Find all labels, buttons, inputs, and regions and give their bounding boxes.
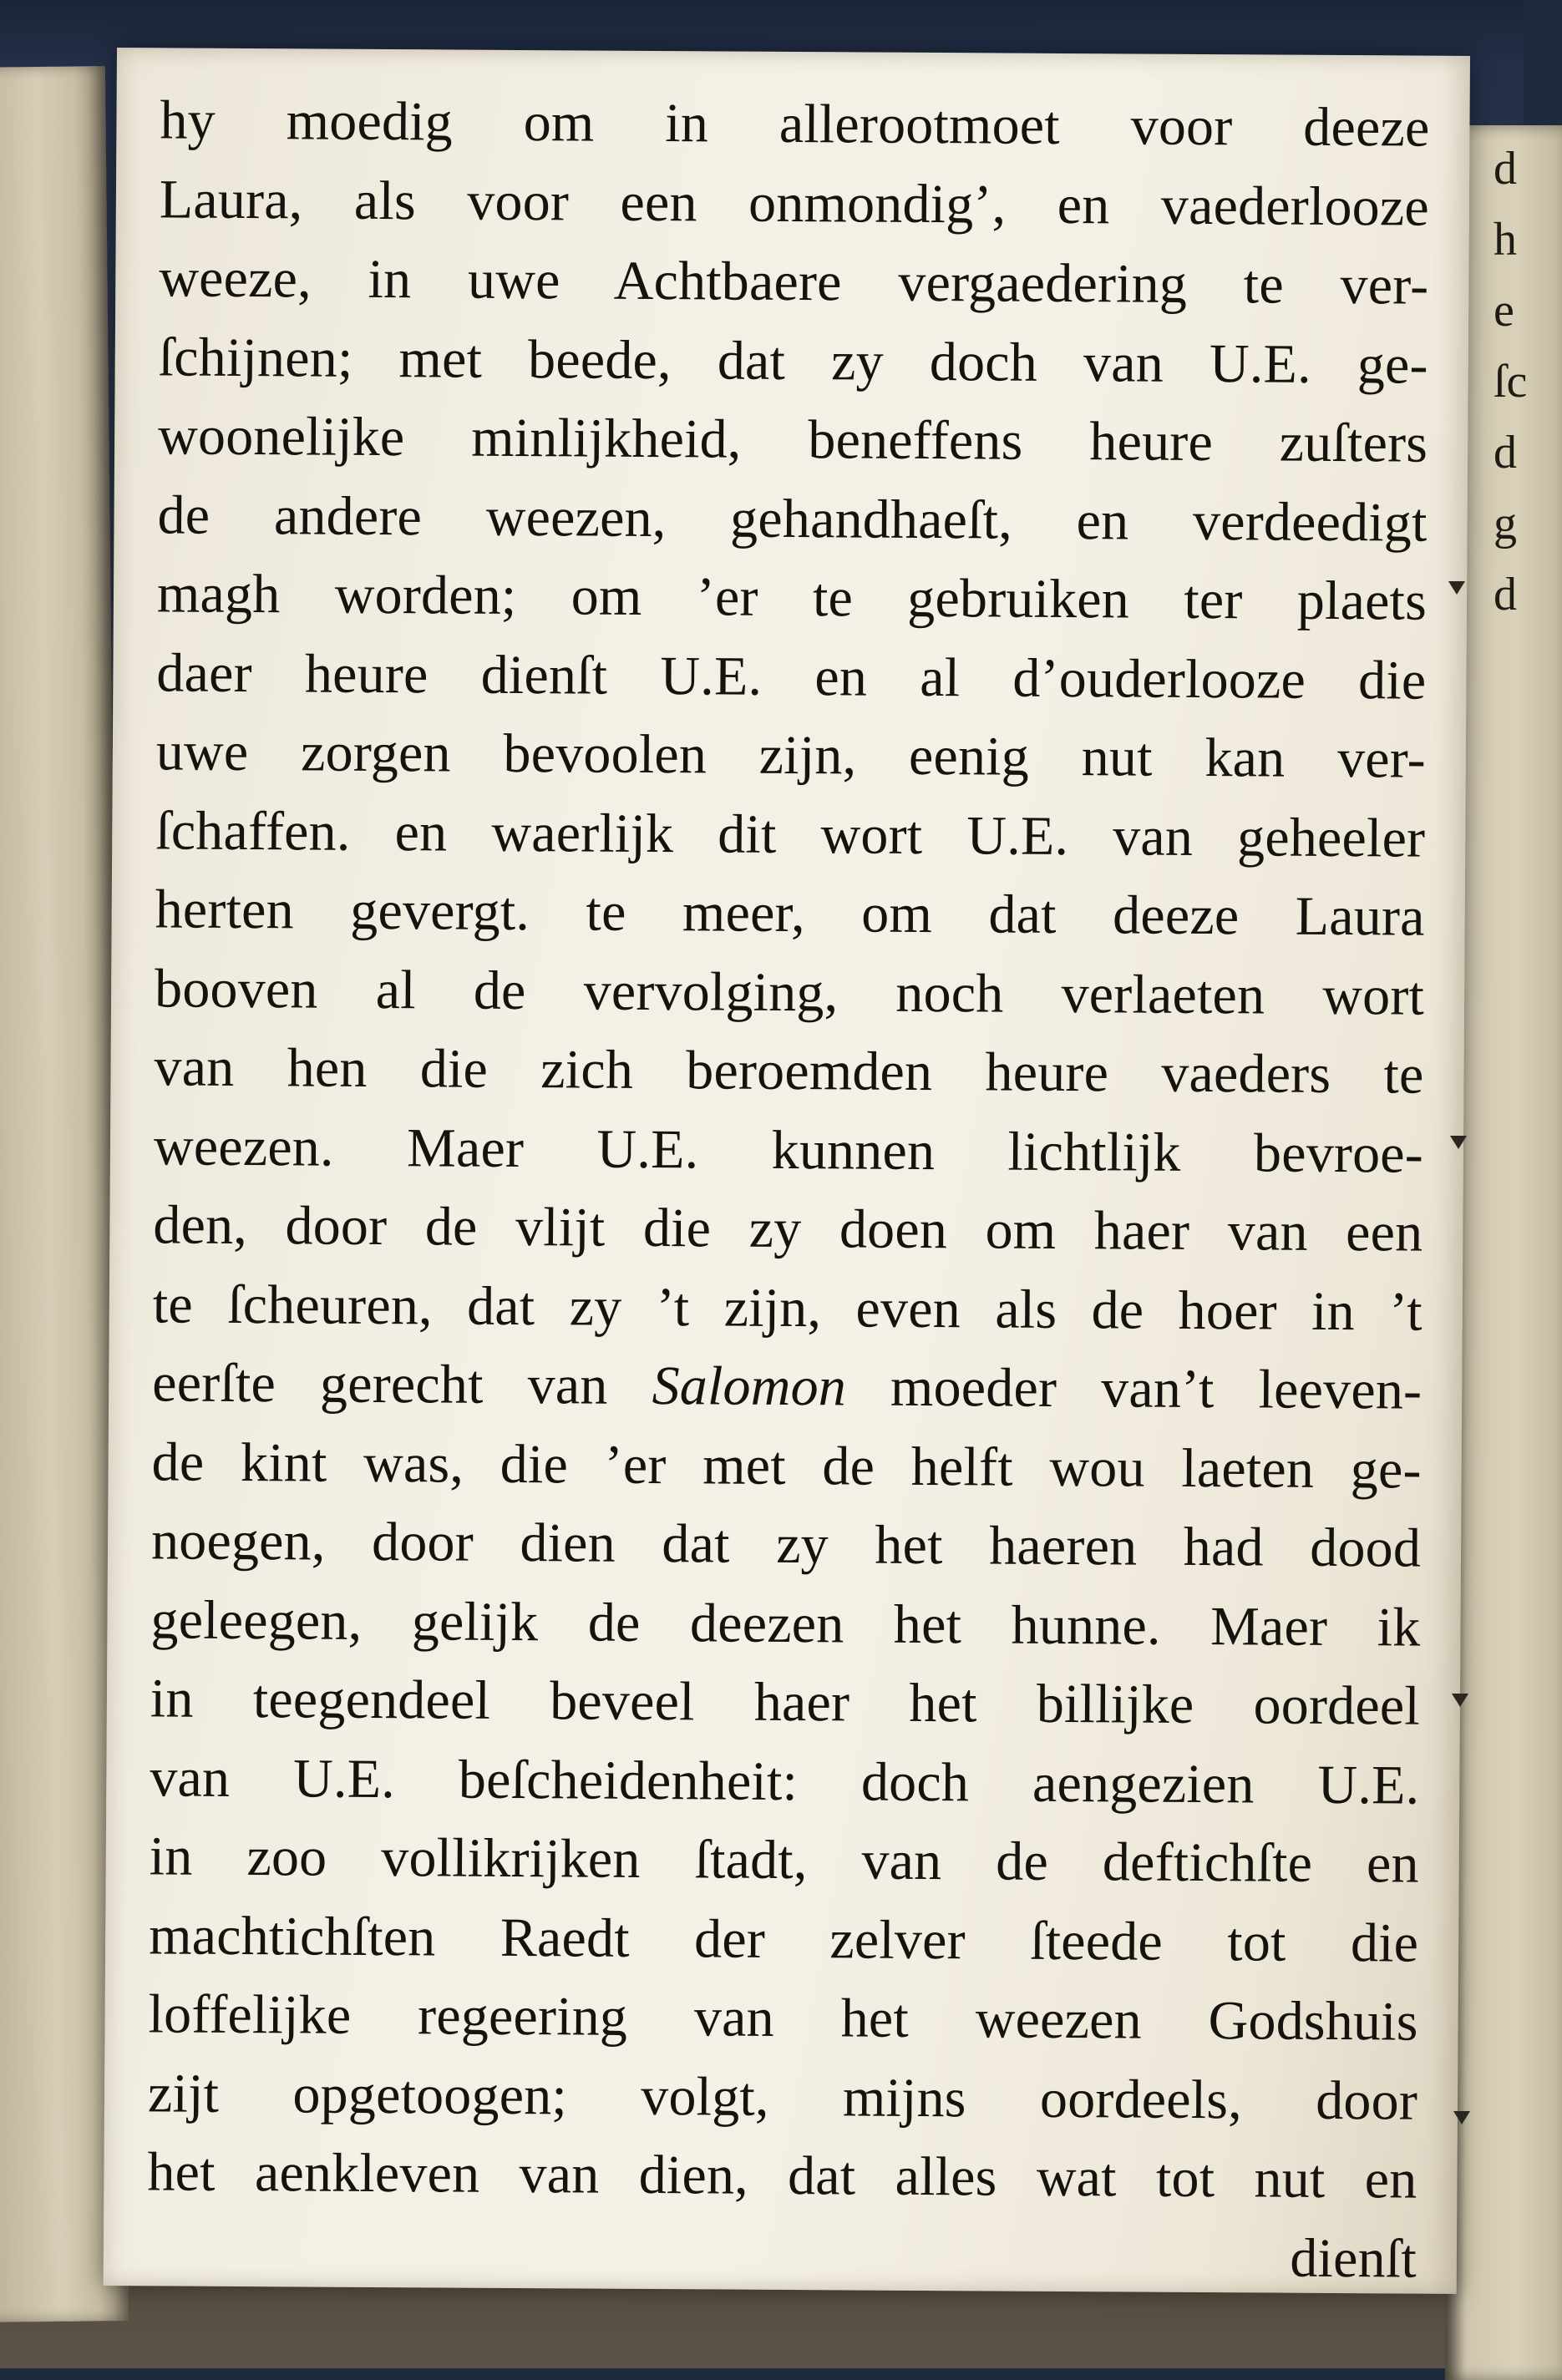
text-line: van U.E. beſcheidenheit: doch aengezien U.E. bbox=[150, 1746, 1420, 1816]
text-line: ſchaffen. en waerlijk dit wort U.E. van geheeler bbox=[155, 799, 1426, 869]
text-line: daer heure dienſt U.E. en al d’ouderlooze die bbox=[156, 641, 1427, 711]
text-line: Laura, als voor een onmondig’, en vaederlooze bbox=[159, 168, 1430, 238]
right-page-fragment: h bbox=[1494, 214, 1517, 266]
binding-thread-mark bbox=[1450, 1136, 1467, 1149]
binding-thread-mark bbox=[1448, 581, 1465, 595]
text-line: herten gevergt. te meer, om dat deeze Laura bbox=[155, 879, 1425, 948]
text-line: geleegen, gelijk de deezen het hunne. Maer ik bbox=[150, 1588, 1421, 1658]
text-line: booven al de vervolging, noch verlaeten wort bbox=[154, 957, 1425, 1027]
right-page-fragment: e bbox=[1494, 285, 1514, 337]
catchword: dienſt bbox=[1290, 2227, 1417, 2290]
text-line: de kint was, die ’er met de helft wou laeten ge- bbox=[151, 1431, 1422, 1501]
text-line: woonelijke minlijkheid, beneffens heure zuſters bbox=[157, 405, 1428, 474]
text-line: ſchijnen; met beede, dat zy doch van U.E. ge- bbox=[158, 326, 1428, 396]
text-segment: eerſte gerecht van bbox=[152, 1352, 608, 1416]
text-line: noegen, door dien dat zy het haeren had dood bbox=[150, 1510, 1422, 1579]
text-line: loffelijke regeering van het weezen Godshuis bbox=[148, 1983, 1418, 2053]
italic-name: Salomon bbox=[652, 1355, 847, 1418]
right-page-fragment: d bbox=[1494, 143, 1517, 195]
text-line: den, door de vlijt die zy doen om haer van een bbox=[153, 1194, 1423, 1263]
right-page-fragment: d bbox=[1494, 569, 1517, 620]
text-line: de andere weezen, gehandhaeſt, en verdeedigt bbox=[157, 484, 1428, 554]
book-page bbox=[104, 48, 1470, 2294]
right-page-fragment: g bbox=[1494, 498, 1517, 549]
text-line: zijt opgetoogen; volgt, mijns oordeels, door bbox=[147, 2062, 1418, 2132]
text-line: hy moedig om in allerootmoet voor deeze bbox=[160, 89, 1430, 159]
text-line: het aenkleven van dien, dat alles wat tot nut en bbox=[147, 2141, 1417, 2210]
binding-thread-mark bbox=[1453, 2111, 1470, 2124]
text-line: machtichſten Raedt der zelver ſteede tot die bbox=[148, 1904, 1419, 1974]
text-line: magh worden; om ’er te gebruiken ter plaets bbox=[156, 563, 1428, 632]
right-page-fragment: ſc bbox=[1494, 356, 1528, 408]
binding-thread-mark bbox=[1452, 1694, 1468, 1707]
page-text bbox=[147, 81, 1430, 2298]
right-page-fragment: d bbox=[1494, 427, 1517, 479]
text-line: in zoo vollikrijken ſtadt, van de deftichſte en bbox=[149, 1826, 1419, 1895]
text-line: in teegendeel beveel haer het billijke oordeel bbox=[150, 1668, 1421, 1737]
text-segment: moeder van’t leeven- bbox=[890, 1356, 1423, 1421]
text-line: te ſcheuren, dat zy ’t zijn, even als de hoer in ’t bbox=[152, 1273, 1423, 1343]
text-line: weeze, in uwe Achtbaere vergaedering te ver- bbox=[159, 247, 1429, 316]
text-line: weezen. Maer U.E. kunnen lichtlijk bevroe- bbox=[153, 1115, 1424, 1185]
text-line-with-italic bbox=[152, 1344, 1423, 1431]
text-line: van hen die zich beroemden heure vaeders te bbox=[154, 1036, 1424, 1106]
text-line: uwe zorgen bevoolen zijn, eenig nut kan ver- bbox=[155, 721, 1427, 790]
